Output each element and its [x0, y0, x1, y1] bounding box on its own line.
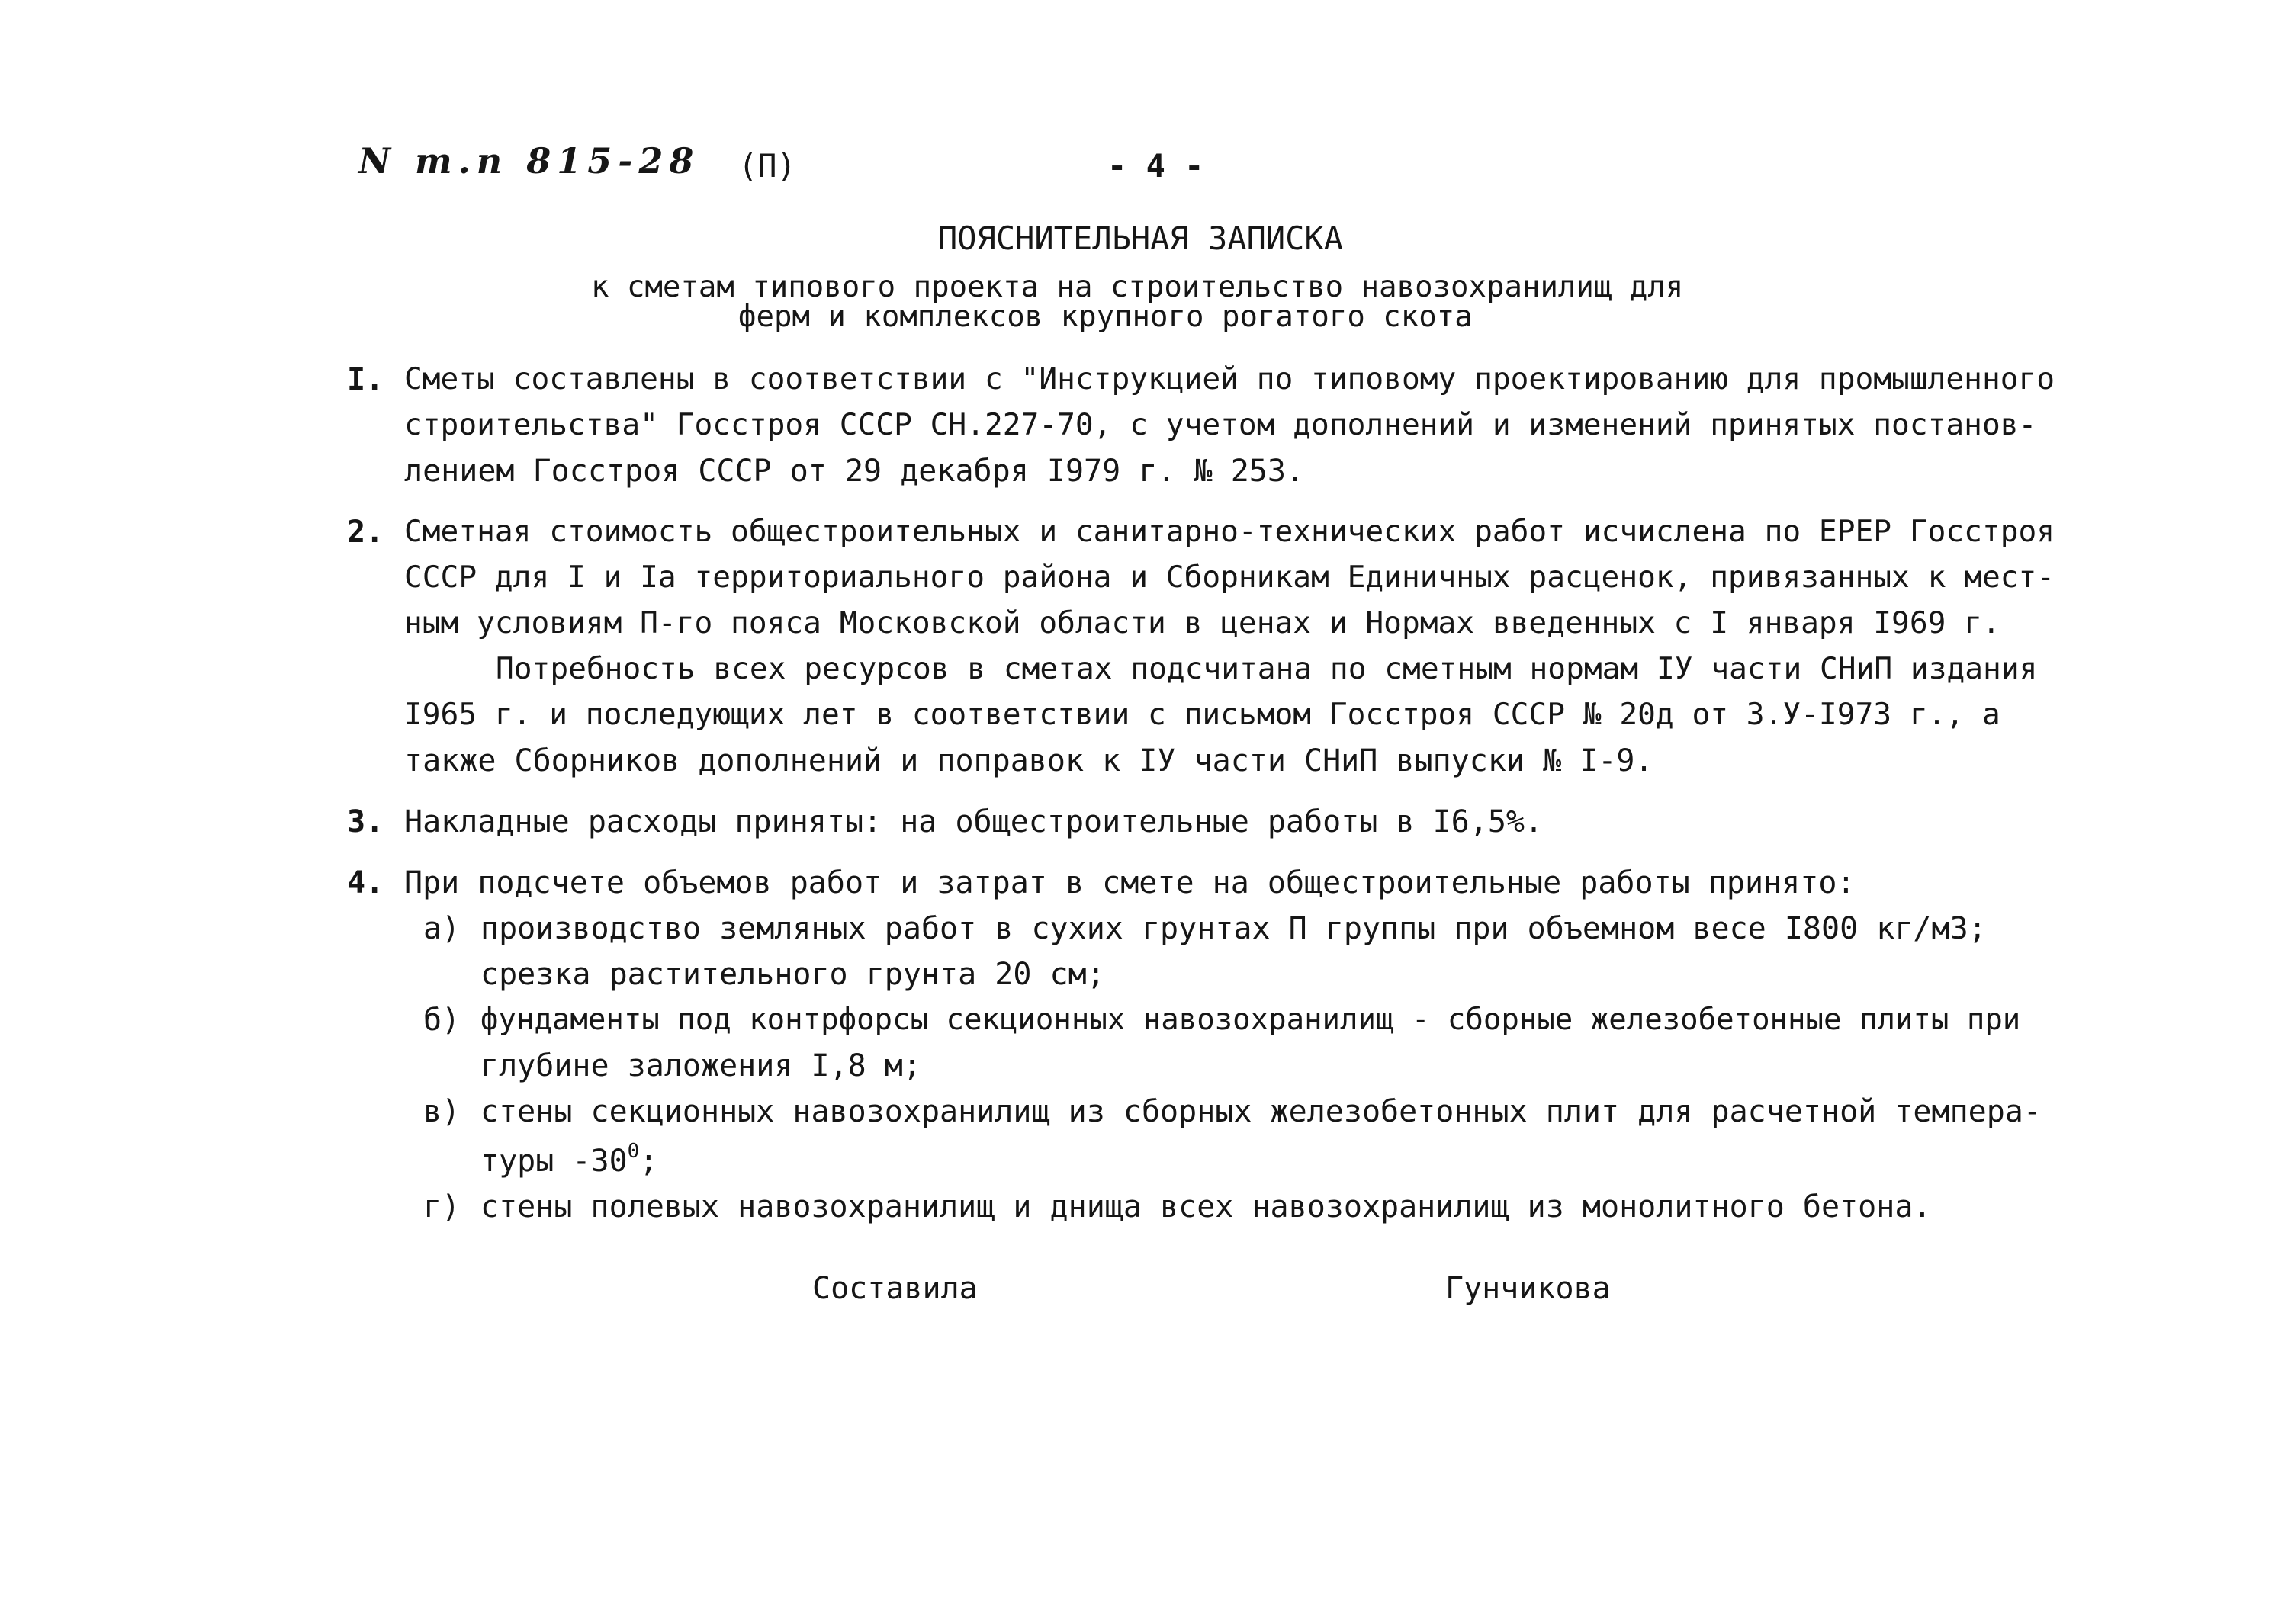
- subitem-letter-a: а): [423, 911, 461, 946]
- item-number-4: 4.: [347, 865, 384, 900]
- item-2-para-line-2: I965 г. и последующих лет в соответствии с письмом Госстроя СССР № 20д от 3.У-I973 г., а: [404, 697, 2000, 732]
- degree-superscript: 0: [627, 1140, 640, 1163]
- item-1-line-3: лением Госстроя СССР от 29 декабря I979 г. № 253.: [404, 454, 1305, 489]
- subitem-b-line-2: глубине заложения I,8 м;: [480, 1048, 921, 1083]
- item-4-line-1: При подсчете объемов работ и затрат в смете на общестроительные работы принято:: [404, 865, 1856, 900]
- subitem-v-line-1: стены секционных навозохранилищ из сборных железобетонных плит для расчетной темпера-: [480, 1094, 2042, 1129]
- item-1-line-2: строительства" Госстроя СССР СН.227-70, с учетом дополнений и изменений принятых постанов-: [404, 407, 2037, 442]
- item-number-1: I.: [347, 362, 384, 397]
- page-number: - 4 -: [1107, 147, 1204, 185]
- subitem-v-line-2: [480, 1140, 658, 1179]
- signature-label: Составила: [812, 1271, 978, 1306]
- document-subtitle-line1: к сметам типового проекта на строительство навозохранилищ для: [591, 270, 1684, 304]
- item-1-line-1: Сметы составлены в соответствии с "Инструкцией по типовому проектированию для промышленного: [404, 361, 2055, 396]
- subitem-g-line-1: стены полевых навозохранилищ и днища всех навозохранилищ из монолитного бетона.: [480, 1189, 1932, 1224]
- item-2-line-3: ным условиям П-го пояса Московской области в ценах и Нормах введенных с I января I969 г.: [404, 605, 2000, 640]
- subitem-letter-v: в): [423, 1094, 461, 1129]
- item-2-para-line-3: также Сборников дополнений и поправок к IУ части СНиП выпуски № I-9.: [404, 743, 1653, 778]
- subitem-a-line-2: срезка растительного грунта 20 см;: [480, 957, 1105, 992]
- item-2-line-1: Сметная стоимость общестроительных и санитарно-технических работ исчислена по ЕРЕР Госстроя: [404, 514, 2055, 549]
- document-title: ПОЯСНИТЕЛЬНАЯ ЗАПИСКА: [938, 220, 1344, 257]
- subitem-v-line-2-text: туры -30: [480, 1144, 628, 1179]
- item-2-para-line-1: Потребность всех ресурсов в сметах подсчитана по сметным нормам IУ части СНиП издания: [496, 651, 2038, 686]
- subitem-letter-g: г): [423, 1189, 461, 1224]
- item-3-line-1: Накладные расходы приняты: на общестроительные работы в I6,5%.: [404, 804, 1544, 839]
- item-2-line-2: СССР для I и Iа территориального района и Сборникам Единичных расценок, привязанных к мест-: [404, 560, 2055, 595]
- document-mark: (П): [738, 147, 796, 185]
- document-subtitle-line2: ферм и комплексов крупного рогатого скота: [738, 300, 1473, 334]
- item-number-3: 3.: [347, 804, 384, 839]
- document-code: N т.п 815-28: [358, 140, 700, 181]
- subitem-letter-b: б): [423, 1003, 461, 1038]
- subitem-a-line-1: производство земляных работ в сухих грунтах П группы при объемном весе I800 кг/м3;: [480, 911, 1987, 946]
- subitem-v-suffix: ;: [639, 1144, 658, 1179]
- signature-name: Гунчикова: [1445, 1271, 1611, 1306]
- item-number-2: 2.: [347, 515, 384, 550]
- subitem-b-line-1: фундаменты под контрфорсы секционных навозохранилищ - сборные железобетонные плиты при: [480, 1003, 2021, 1037]
